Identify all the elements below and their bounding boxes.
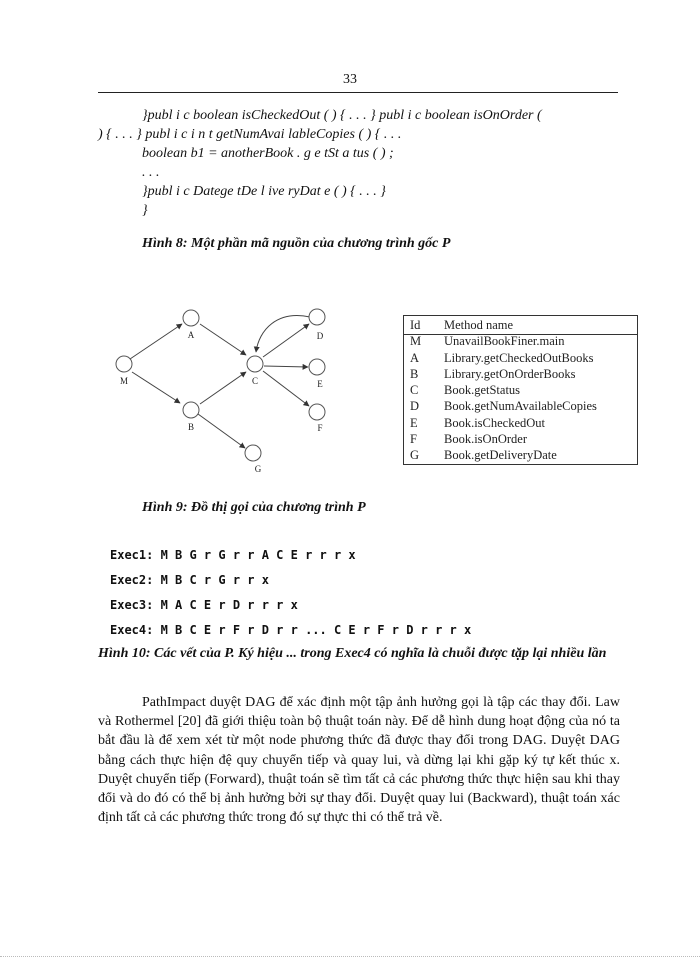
table-cell-method: Book.getStatus bbox=[444, 383, 521, 398]
table-cell-method: UnavailBookFiner.main bbox=[444, 334, 565, 349]
header-rule bbox=[98, 92, 618, 93]
edge-d-c bbox=[256, 316, 310, 352]
node-label: M bbox=[119, 376, 129, 386]
node-label: C bbox=[251, 376, 259, 386]
table-cell-method: Book.getDeliveryDate bbox=[444, 448, 557, 463]
table-row bbox=[410, 398, 597, 414]
paragraph-text: PathImpact duyệt DAG để xác định một tập ảnh hưởng gọi là tập các thay đổi. Law và Rothermel [20] đã giới thiệu toàn bộ thuật toán này. Để dễ hình dung hoạt động của nó ta bắt đầu là để xem xét từ một node phương thức đã được thay đổi trong DAG. Duyệt DAG bằng cách thực hiện đệ quy chuyển tiếp và quay lui, và dừng lại khi gặp ký tự kết thúc x. Duyệt chuyển tiếp (Forward), thuật toán sẽ tìm tất cả các phương thức thực hiện sau khi thay đổi và do đó có thể bị ảnh hưởng bởi sự thay đổi. Duyệt quay lui (Backward), thuật toán xác định tất cả các phương thức trong đó sự thực thi có thể trả về. bbox=[98, 695, 620, 826]
table-row bbox=[410, 366, 597, 382]
table-row bbox=[410, 350, 597, 366]
table-header-row bbox=[410, 317, 597, 333]
edge-c-d bbox=[263, 324, 309, 357]
table-row bbox=[410, 431, 597, 447]
trace-line: Exec4: M B C E r F r D r r ... C E r F r D r r r x bbox=[110, 623, 472, 637]
code-line: }publ i c Datege tDe l ive ryDat e ( ) { . . . } bbox=[142, 184, 386, 199]
trace-line: Exec2: M B C r G r r x bbox=[110, 573, 269, 587]
edge-b-c bbox=[200, 372, 246, 404]
edge-c-f bbox=[263, 371, 309, 406]
edge-b-g bbox=[198, 414, 245, 448]
node-c bbox=[247, 356, 263, 372]
node-label: D bbox=[316, 331, 324, 341]
table-cell-id: D bbox=[410, 399, 420, 414]
figure-9-caption: Hình 9: Đồ thị gọi của chương trình P bbox=[142, 500, 366, 515]
table-cell-method: Book.isCheckedOut bbox=[444, 415, 546, 430]
edge-a-c bbox=[200, 324, 246, 355]
node-label: F bbox=[317, 423, 323, 433]
table-cell-method: Library.getOnOrderBooks bbox=[444, 366, 576, 381]
code-line: . . . bbox=[142, 165, 160, 180]
table-cell-id: E bbox=[410, 415, 418, 430]
node-a bbox=[183, 310, 199, 326]
code-line: ) { . . . } publ i c i n t getNumAvai lableCopies ( ) { . . . bbox=[98, 127, 402, 142]
body-paragraph bbox=[98, 693, 620, 827]
node-g bbox=[245, 445, 261, 461]
node-b bbox=[183, 402, 199, 418]
table-cell-id: F bbox=[410, 432, 417, 447]
table-cell-method: Library.getCheckedOutBooks bbox=[444, 350, 594, 365]
node-m bbox=[116, 356, 132, 372]
page-number: 33 bbox=[343, 72, 357, 87]
table-row bbox=[410, 447, 597, 463]
figure-10-caption: Hình 10: Các vết của P. Ký hiệu ... trong Exec4 có nghĩa là chuỗi được tặp lại nhiều lần bbox=[98, 646, 607, 661]
table-row bbox=[410, 415, 597, 431]
table-header-method: Method name bbox=[444, 318, 514, 332]
table-cell-method: Book.isOnOrder bbox=[444, 432, 527, 447]
figure-8-caption: Hình 8: Một phần mã nguồn của chương trình gốc P bbox=[142, 236, 451, 251]
table-row bbox=[410, 382, 597, 398]
node-e bbox=[309, 359, 325, 375]
trace-line: Exec1: M B G r G r r A C E r r r x bbox=[110, 548, 356, 562]
table-header-id: Id bbox=[410, 318, 421, 332]
code-line: boolean b1 = anotherBook . g e tSt a tus ( ) ; bbox=[142, 146, 394, 161]
code-line: }publ i c boolean isCheckedOut ( ) { . . . } publ i c boolean isOnOrder ( bbox=[142, 108, 542, 123]
table-cell-id: M bbox=[410, 334, 422, 349]
trace-line: Exec3: M A C E r D r r r x bbox=[110, 598, 298, 612]
edge-c-e bbox=[264, 366, 308, 367]
table-cell-id: C bbox=[410, 383, 419, 398]
method-table bbox=[403, 315, 638, 465]
node-d bbox=[309, 309, 325, 325]
code-line: } bbox=[142, 203, 148, 218]
node-label: E bbox=[317, 379, 323, 389]
page-bottom-border bbox=[0, 956, 700, 957]
call-graph bbox=[112, 300, 362, 475]
code-listing bbox=[98, 106, 628, 220]
edge-m-a bbox=[130, 324, 182, 359]
node-label: A bbox=[187, 330, 195, 340]
node-label: B bbox=[187, 422, 195, 432]
table-header-rule bbox=[404, 334, 637, 335]
table-row bbox=[410, 333, 597, 349]
table-cell-method: Book.getNumAvailableCopies bbox=[444, 399, 597, 414]
table-cell-id: G bbox=[410, 448, 420, 463]
execution-traces bbox=[110, 543, 471, 643]
table-cell-id: A bbox=[410, 350, 420, 365]
table-cell-id: B bbox=[410, 366, 419, 381]
edge-m-b bbox=[132, 372, 180, 403]
node-f bbox=[309, 404, 325, 420]
node-label: G bbox=[254, 464, 262, 474]
